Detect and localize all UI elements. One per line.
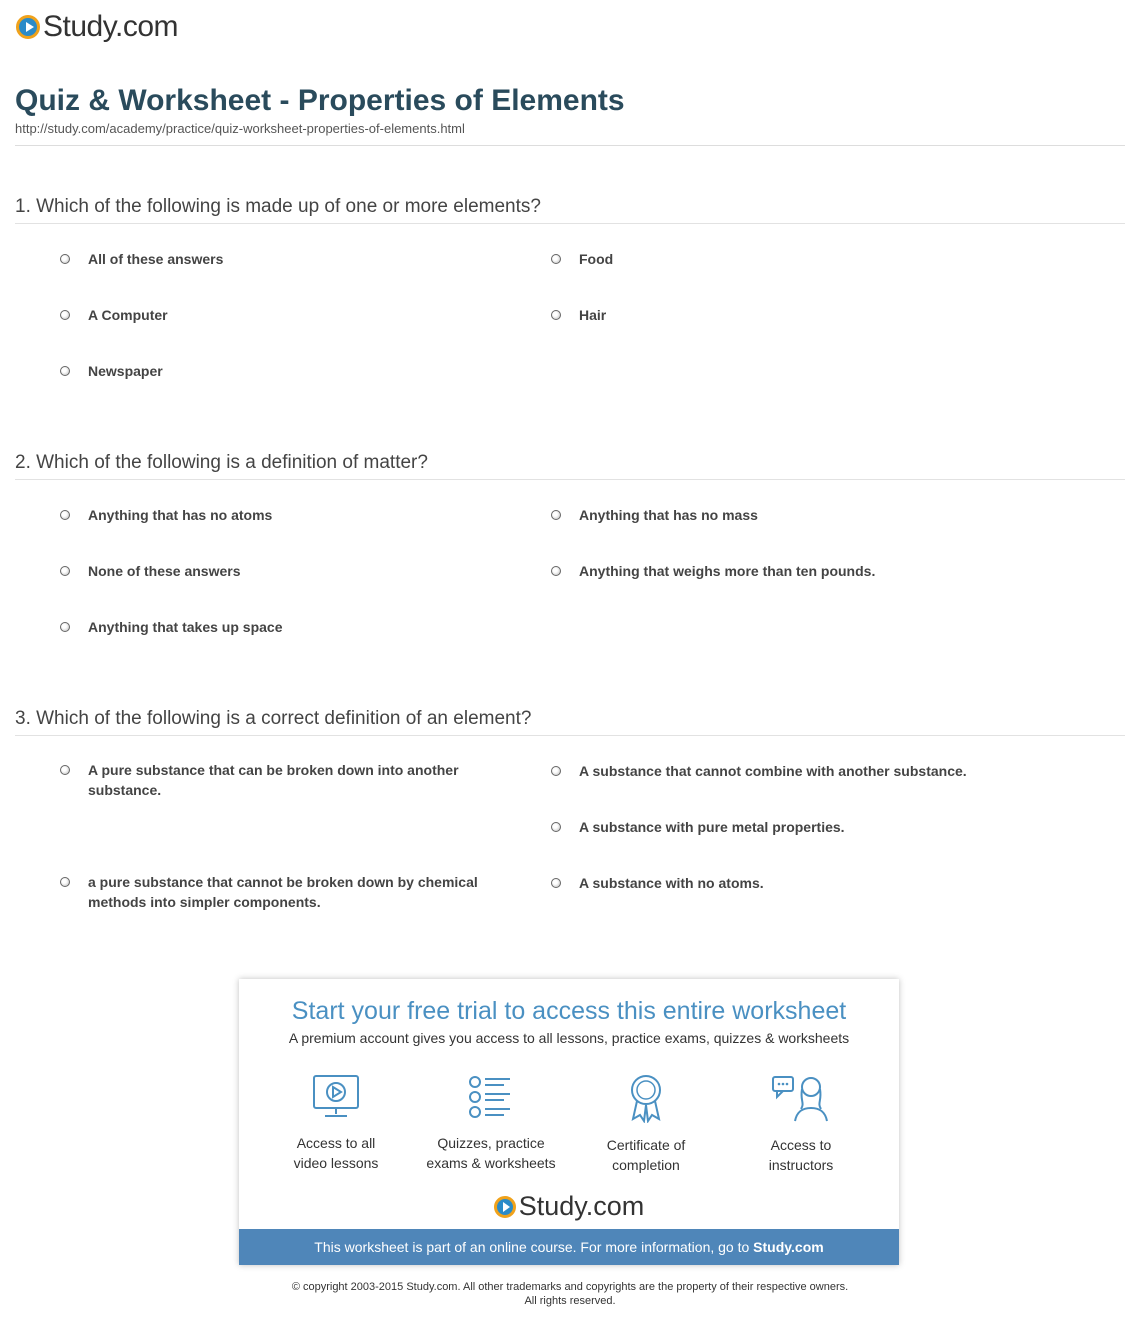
q2-option-d[interactable] (551, 561, 1071, 581)
q2-option-a[interactable] (60, 505, 490, 525)
q1-option-d[interactable] (551, 305, 1071, 325)
radio-button[interactable] (551, 822, 561, 832)
radio-button[interactable] (551, 254, 561, 264)
q2-option-b[interactable] (551, 505, 1071, 525)
feature-instructors (726, 1073, 876, 1175)
study-logo[interactable] (16, 10, 178, 44)
page-title: Quiz & Worksheet - Properties of Elements (15, 84, 625, 117)
question-3-divider (15, 735, 1125, 736)
radio-button[interactable] (60, 510, 70, 520)
q3-option-a[interactable] (60, 760, 505, 800)
question-1-text: 1. Which of the following is made up of one or more elements? (15, 196, 541, 217)
radio-button[interactable] (551, 766, 561, 776)
feature-quizzes (416, 1073, 566, 1173)
play-circle-logo-icon (16, 15, 40, 39)
certificate-ribbon-icon (621, 1073, 671, 1123)
radio-button[interactable] (551, 566, 561, 576)
option-label: Anything that has no mass (579, 507, 758, 523)
video-monitor-icon (311, 1073, 361, 1121)
q1-option-e[interactable] (60, 361, 490, 381)
promo-heading[interactable]: Start your free trial to access this entire worksheet (291, 997, 847, 1025)
option-label: Newspaper (88, 363, 163, 379)
q1-option-a[interactable] (60, 249, 490, 269)
radio-button[interactable] (60, 366, 70, 376)
page-url: http://study.com/academy/practice/quiz-worksheet-properties-of-elements.html (15, 121, 465, 136)
option-label: None of these answers (88, 563, 241, 579)
free-trial-promo (239, 979, 899, 1265)
promo-subheading: A premium account gives you access to all lessons, practice exams, quizzes & worksheets (288, 1030, 850, 1046)
play-circle-logo-icon (494, 1196, 516, 1218)
header-divider (15, 145, 1125, 146)
feature-line2: instructors (768, 1157, 834, 1173)
option-label: A substance with no atoms. (579, 875, 764, 891)
option-label: Anything that has no atoms (88, 507, 273, 523)
feature-line2: video lessons (293, 1155, 379, 1171)
question-2-text: 2. Which of the following is a definition of matter? (15, 452, 428, 473)
promo-study-logo[interactable] (239, 1191, 899, 1222)
logo-text: Study.com (43, 10, 178, 43)
q3-option-e[interactable] (551, 873, 1071, 893)
option-label: a pure substance that cannot be broken down by chemical methods into simpler components. (88, 874, 478, 910)
radio-button[interactable] (60, 622, 70, 632)
question-1-divider (15, 223, 1125, 224)
q3-option-d[interactable] (60, 872, 505, 912)
q1-option-b[interactable] (551, 249, 1071, 269)
rights-line: All rights reserved. (524, 1295, 616, 1307)
logo-text: Study.com (518, 1191, 645, 1221)
q3-option-c[interactable] (551, 817, 1071, 837)
option-label: Anything that takes up space (88, 619, 283, 635)
radio-button[interactable] (60, 765, 70, 775)
promo-bar-link[interactable]: Study.com (753, 1239, 824, 1255)
option-label: A substance with pure metal properties. (579, 819, 845, 835)
option-label: Anything that weighs more than ten pounds. (579, 563, 876, 579)
radio-button[interactable] (551, 878, 561, 888)
option-label: A substance that cannot combine with another substance. (579, 763, 967, 779)
promo-bar-text: This worksheet is part of an online course. For more information, go to (314, 1239, 750, 1255)
option-label: All of these answers (88, 251, 224, 267)
option-label: Food (579, 251, 614, 267)
radio-button[interactable] (60, 254, 70, 264)
feature-line1: Access to all (296, 1135, 376, 1151)
feature-line2: exams & worksheets (426, 1155, 556, 1171)
feature-line2: completion (612, 1157, 680, 1173)
instructor-chat-icon (771, 1073, 831, 1123)
feature-line1: Certificate of (606, 1137, 686, 1153)
q3-option-b[interactable] (551, 761, 1071, 781)
radio-button[interactable] (551, 310, 561, 320)
radio-button[interactable] (60, 566, 70, 576)
copyright-line: © copyright 2003-2015 Study.com. All other trademarks and copyrights are the property of their respective owners. (291, 1281, 849, 1293)
feature-certificate (571, 1073, 721, 1175)
feature-video-lessons (261, 1073, 411, 1173)
radio-button[interactable] (551, 510, 561, 520)
q2-option-c[interactable] (60, 561, 490, 581)
option-label: Hair (579, 307, 607, 323)
question-3-text: 3. Which of the following is a correct definition of an element? (15, 708, 532, 729)
option-label: A Computer (88, 307, 168, 323)
q1-option-c[interactable] (60, 305, 490, 325)
radio-button[interactable] (60, 310, 70, 320)
option-label: A pure substance that can be broken down into another substance. (88, 762, 459, 798)
feature-line1: Quizzes, practice (437, 1135, 545, 1151)
question-2-divider (15, 479, 1125, 480)
radio-button[interactable] (60, 877, 70, 887)
promo-info-bar (239, 1229, 899, 1265)
feature-line1: Access to (770, 1137, 832, 1153)
checklist-icon (466, 1073, 516, 1121)
copyright-footer (0, 1280, 1140, 1308)
q2-option-e[interactable] (60, 617, 490, 637)
